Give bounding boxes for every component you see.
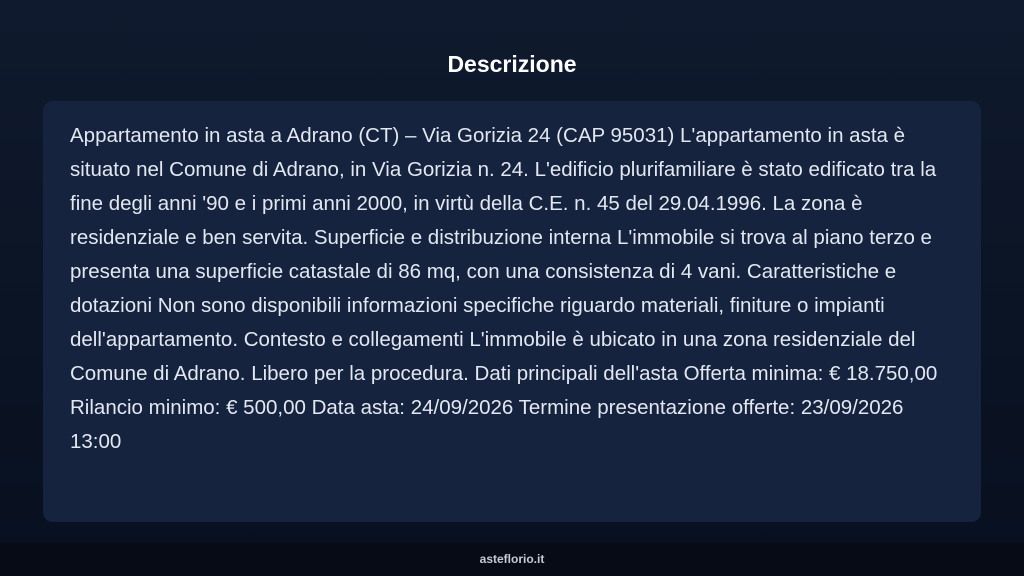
page-title: Descrizione [447,51,577,77]
footer [0,543,1024,576]
description-text: Appartamento in asta a Adrano (CT) – Via Gorizia 24 (CAP 95031) L'appartamento in asta è situato nel Comune di Adrano, in Via Gorizia n. 24. L'edificio plurifamiliare è stato edificato tra la fine degli anni '90 e i primi anni 2000, in virtù della C.E. n. 45 del 29.04.1996. La zona è residenziale e ben servita. Superficie e distribuzione interna L'immobile si trova al piano terzo e presenta una superficie catastale di 86 mq, con una consistenza di 4 vani. Caratteristiche e dotazioni Non sono disponibili informazioni specifiche riguardo materiali, finiture o impianti dell'appartamento. Contesto e collegamenti L'immobile è ubicato in una zona residenziale del Comune di Adrano. Libero per la procedura. Dati principali dell'asta Offerta minima: € 18.750,00 Rilancio minimo: € 500,00 Data asta: 24/09/2026 Termine presentazione offerte: 23/09/2026 13:00 [70,124,938,453]
footer-site-label[interactable]: asteflorio.it [479,552,545,566]
description-card [43,101,981,522]
